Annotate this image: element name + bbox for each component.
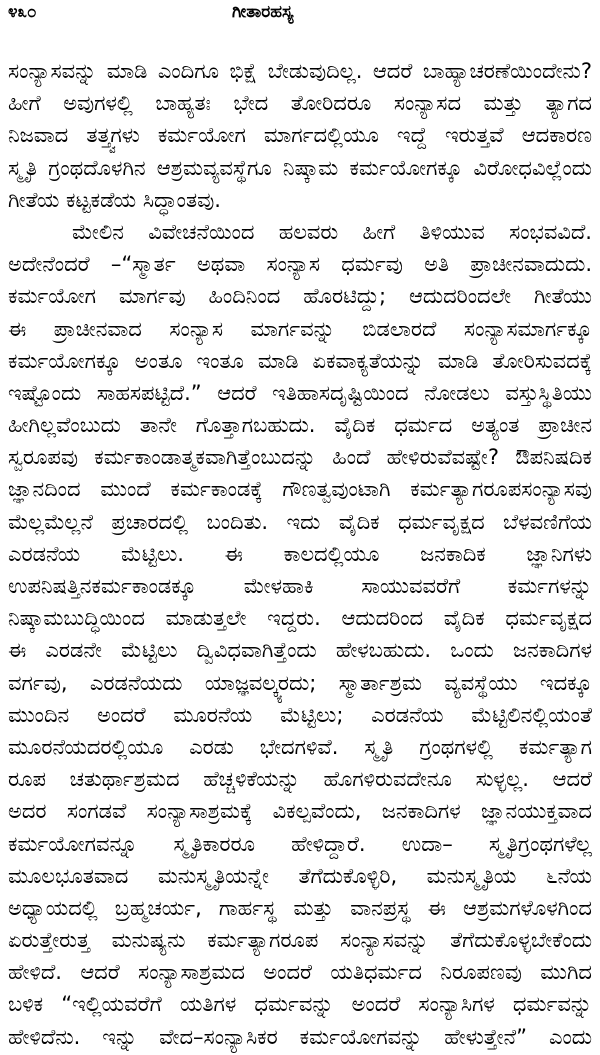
text-line [8,667,592,699]
line-text: ಮೂಲಭೂತವಾದ ಮನುಸ್ಮೃತಿಯನ್ನೇ ತೆಗೆದುಕೊಳ್ಳಿರಿ, ಮನುಸ್ಮೃತಿಯ ೬ನೆಯ [8,863,592,888]
line-text: ವರ್ಗವು, ಎರಡನೆಯದು ಯಾಜ್ಞವಲ್ಕ್ಯರದು; ಸ್ಮಾರ್ತಾಶ್ರಮ ವ್ಯವಸ್ಥೆಯು ಇದಕ್ಕೂ [8,670,592,695]
text-line [8,860,592,892]
text-line [8,377,592,409]
line-text: ಸ್ವರೂಪವು ಕರ್ಮಕಾಂಡಾತ್ಮಕವಾಗಿತ್ತೆಂಬುದನ್ನು ಹಿಂದೆ ಹೇಳಿರುವೆವಷ್ಟೇ? ಔಪನಿಷದಿಕ [8,445,592,470]
running-title: ಗೀತಾರಹಸ್ಯ [232,2,294,22]
text-line [8,87,592,119]
text-line [8,634,592,666]
line-text: ಈ ಪ್ರಾಚೀನವಾದ ಸಂನ್ಯಾಸ ಮಾರ್ಗವನ್ನು ಬಿಡಲಾರದೆ ಸಂನ್ಯಾಸಮಾರ್ಗಕ್ಕೂ [8,316,592,341]
line-text: ನಿಷ್ಕಾಮಬುದ್ಧಿಯಿಂದ ಮಾಡುತ್ತಲೇ ಇದ್ದರು. ಆದುದರಿಂದ ವೈದಿಕ ಧರ್ಮವೃಕ್ಷದ [8,606,592,631]
line-text: ಮುಂದಿನ ಅಂದರೆ ಮೂರನೆಯ ಮೆಟ್ಟಿಲು; ಎರಡನೆಯ ಮೆಟ್ಟಿಲಿನಲ್ಲಿಯಂತೆ [8,702,592,727]
line-text: ಸ್ಮೃತಿ ಗ್ರಂಥದೊಳಗಿನ ಆಶ್ರಮವ್ಯವಸ್ಥೆಗೂ ನಿಷ್ಕಾಮ ಕರ್ಮಯೋಗಕ್ಕೂ ವಿರೋಧವಿಲ್ಲೆಂದು [8,155,592,180]
line-text: ಉಪನಿಷತ್ತಿನಕರ್ಮಕಾಂಡಕ್ಕೂ ಮೇಳಹಾಕಿ ಸಾಯುವವರೆಗೆ ಕರ್ಮಗಳನ್ನು [8,574,592,598]
body-text [8,55,592,1053]
line-text: ರೂಪ ಚತುರ್ಥಾಶ್ರಮದ ಹೆಚ್ಚಳಿಕೆಯನ್ನು ಹೊಗಳಿರುವದೇನೂ ಸುಳ್ಳಲ್ಲ. ಆದರೆ [8,767,592,792]
line-text: ಎರಡನೆಯ ಮೆಟ್ಟಿಲು. ಈ ಕಾಲದಲ್ಲಿಯೂ ಜನಕಾದಿಕ ಜ್ಞಾನಿಗಳು [8,541,592,566]
text-line [8,731,592,763]
text-line [8,313,592,345]
text-line [8,55,592,87]
text-line [8,988,592,1020]
text-line [8,280,592,312]
line-text: ನಿಜವಾದ ತತ್ತ್ವಗಳು ಕರ್ಮಯೋಗ ಮಾರ್ಗದಲ್ಲಿಯೂ ಇದ್ದೆ ಇರುತ್ತವೆ ಆದಕಾರಣ [8,123,592,148]
line-text: ಕರ್ಮಯೋಗಕ್ಕೂ ಅಂತೂ ಇಂತೂ ಮಾಡಿ ಏಕವಾಕ್ಯತೆಯನ್ನು ಮಾಡಿ ತೋರಿಸುವದಕ್ಕೆ [8,348,592,373]
text-line [8,184,592,216]
line-text: ಹೇಳಿದೆ. ಆದರೆ ಸಂನ್ಯಾಸಾಶ್ರಮದ ಅಂದರೆ ಯತಿಧರ್ಮದ ನಿರೂಪಣವು ಮುಗಿದ [8,960,592,985]
text-line [8,409,592,441]
text-line [8,892,592,924]
paragraph [8,216,592,1053]
text-line [8,1021,592,1053]
text-line [8,473,592,505]
line-text: ಬಳಿಕ “ಇಲ್ಲಿಯವರೆಗೆ ಯತಿಗಳ ಧರ್ಮವನ್ನು ಅಂದರೆ ಸಂನ್ಯಾಸಿಗಳ ಧರ್ಮವನ್ನು [8,992,592,1017]
text-line [8,763,592,795]
line-text: ಅಧ್ಯಾಯದಲ್ಲಿ ಬ್ರಹ್ಮಚರ್ಯ, ಗಾರ್ಹಸ್ಥ ಮತ್ತು ವಾನಪ್ರಸ್ಥ ಈ ಆಶ್ರಮಗಳೊಳಗಿಂದ [8,895,592,920]
text-line [8,795,592,827]
line-text: ಏರುತ್ತೇರುತ್ತ ಮನುಷ್ಯನು ಕರ್ಮತ್ಯಾಗರೂಪ ಸಂನ್ಯಾಸವನ್ನು ತೆಗೆದುಕೊಳ್ಳಬೇಕೆಂದು [8,928,592,953]
line-text: ಮೇಲಿನ ವಿವೇಚನೆಯಿಂದ ಹಲವರು ಹೀಗೆ ತಿಳಿಯುವ ಸಂಭವವಿದೆ. [72,219,592,244]
line-text: ಇಷ್ಟೊಂದು ಸಾಹಸಪಟ್ಟಿದೆ.” ಆದರೆ ಇತಿಹಾಸದೃಷ್ಟಿಯಿಂದ ನೋಡಲು ವಸ್ತುಸ್ಥಿತಿಯು [8,380,592,405]
line-text: ಸಂನ್ಯಾಸವನ್ನು ಮಾಡಿ ಎಂದಿಗೂ ಭಿಕ್ಷೆ ಬೇಡುವುದಿಲ್ಲ. ಆದರೆ ಬಾಹ್ಯಾಚರಣೆಯಿಂದೇನು? [8,59,592,83]
text-line [8,119,592,151]
line-text: ಕರ್ಮಯೋಗವನ್ನೂ ಸ್ಮೃತಿಕಾರರೂ ಹೇಳಿದ್ದಾರೆ. ಉದಾ– ಸ್ಮೃತಿಗ್ರಂಥಗಳೆಲ್ಲ [8,831,592,856]
text-line [8,152,592,184]
text-line [8,602,592,634]
line-text: ಮೆಲ್ಲಮೆಲ್ಲನೆ ಪ್ರಚಾರದಲ್ಲಿ ಬಂದಿತು. ಇದು ವೈದಿಕ ಧರ್ಮವೃಕ್ಷದ ಬೆಳವಣಿಗೆಯ [8,509,592,534]
line-text: ಈ ಎರಡನೇ ಮೆಟ್ಟಿಲು ದ್ವಿವಿಧವಾಗಿತ್ತೆಂದು ಹೇಳಬಹುದು. ಒಂದು ಜನಕಾದಿಗಳ [8,638,592,663]
line-text: ಜ್ಞಾನದಿಂದ ಮುಂದೆ ಕರ್ಮಕಾಂಡಕ್ಕೆ ಗೌಣತ್ವವುಂಟಾಗಿ ಕರ್ಮತ್ಯಾಗರೂಪಸಂನ್ಯಾಸವು [8,477,592,502]
text-line [8,538,592,570]
line-text: ಅದರ ಸಂಗಡವೆ ಸಂನ್ಯಾಸಾಶ್ರಮಕ್ಕೆ ವಿಕಲ್ಪವೆಂದು, ಜನಕಾದಿಗಳ ಜ್ಞಾನಯುಕ್ತವಾದ [8,799,592,824]
page-number: ೪೩೦ [8,2,37,22]
text-line [8,345,592,377]
line-text: ಕರ್ಮಯೋಗ ಮಾರ್ಗವು ಹಿಂದಿನಿಂದ ಹೊರಟಿದ್ದು; ಆದುದರಿಂದಲೇ ಗೀತೆಯು [8,284,592,309]
line-text: ಹೀಗಿಲ್ಲವೆಂಬುದು ತಾನೇ ಗೊತ್ತಾಗಬಹುದು. ವೈದಿಕ ಧರ್ಮದ ಅತ್ಯಂತ ಪ್ರಾಚೀನ [8,413,592,438]
paragraph [8,55,592,216]
text-line [8,216,592,248]
line-text: ಗೀತೆಯ ಕಟ್ಟಕಡೆಯ ಸಿದ್ಧಾಂತವು. [8,187,221,212]
text-line [8,924,592,956]
line-text: ಹೇಳಿದೆನು. ಇನ್ನು ವೇದ–ಸಂನ್ಯಾಸಿಕರ ಕರ್ಮಯೋಗವನ್ನು ಹೇಳುತ್ತೇನೆ” ಎಂದು [8,1024,592,1049]
text-line [8,699,592,731]
line-text: ಹೀಗೆ ಅವುಗಳಲ್ಲಿ ಬಾಹ್ಯತಃ ಭೇದ ತೋರಿದರೂ ಸಂನ್ಯಾಸದ ಮತ್ತು ತ್ಯಾಗದ [8,91,592,116]
text-line [8,441,592,473]
line-text: ಮೂರನೆಯದರಲ್ಲಿಯೂ ಎರಡು ಭೇದಗಳಿವೆ. ಸ್ಮೃತಿ ಗ್ರಂಥಗಳಲ್ಲಿ ಕರ್ಮತ್ಯಾಗ [8,734,592,759]
text-line [8,828,592,860]
text-line [8,506,592,538]
text-line [8,956,592,988]
text-line [8,248,592,280]
text-line [8,570,592,602]
line-text: ಅದೇನೆಂದರೆ –“ಸ್ಮಾರ್ತ ಅಥವಾ ಸಂನ್ಯಾಸ ಧರ್ಮವು ಅತಿ ಪ್ರಾಚೀನವಾದುದು. [8,252,592,277]
